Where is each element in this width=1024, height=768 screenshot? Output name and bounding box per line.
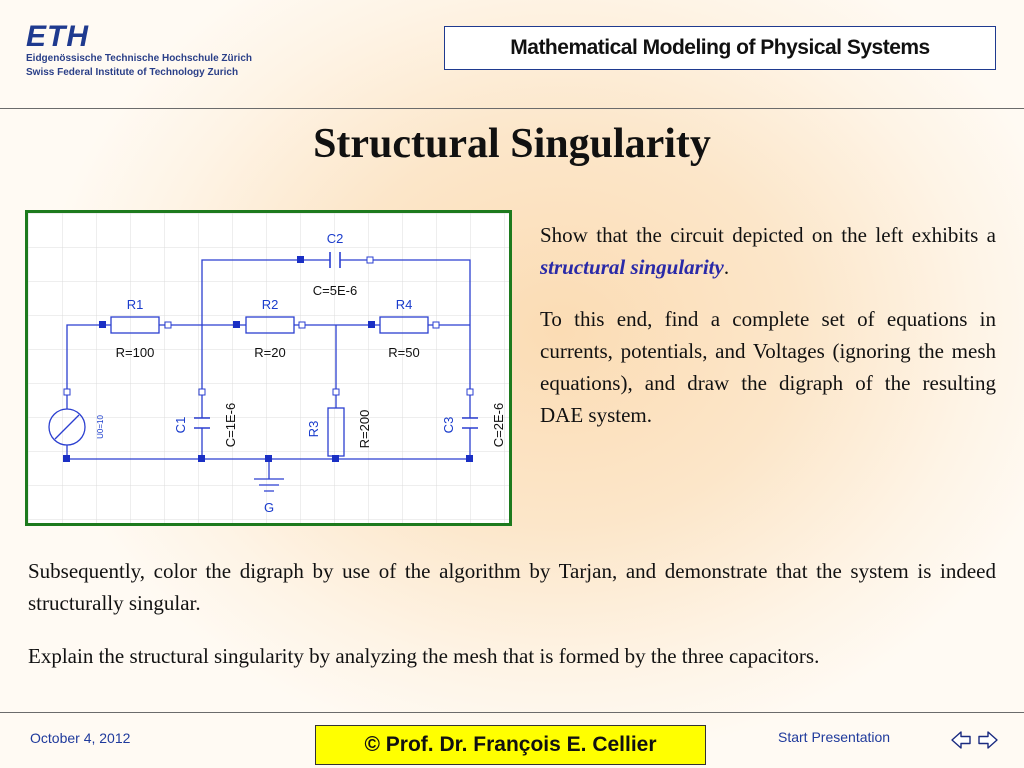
c2-value-label: C=5E-6	[312, 283, 358, 298]
paragraph-mesh: Explain the structural singularity by analyzing the mesh that is formed by the three capacitors.	[28, 644, 820, 668]
nav-back-button[interactable]	[950, 729, 972, 756]
c1-name-label: C1	[173, 416, 188, 434]
paragraph-task: To this end, find a complete set of equations in currents, potentials, and Voltages (ignoring the mesh equations), and draw the digraph of the resulting DAE system.	[540, 307, 996, 427]
header-divider	[0, 108, 1024, 109]
c3-name-label: C3	[441, 416, 456, 434]
course-title: Mathematical Modeling of Physical Systems	[444, 26, 996, 70]
start-presentation-link[interactable]: Start Presentation	[778, 729, 891, 745]
r2-value-label: R=20	[254, 345, 286, 360]
ground-name-label: G	[263, 500, 275, 515]
c1-value-label: C=1E-6	[223, 402, 238, 448]
r1-name-label: R1	[126, 297, 144, 312]
emphasis-structural-singularity: structural singularity	[540, 255, 724, 279]
eth-logo	[26, 22, 266, 80]
r4-name-label: R4	[395, 297, 413, 312]
paragraph-intro-text: Show that the circuit depicted on the left exhibits a	[540, 223, 996, 247]
u0-label: U0=10	[96, 415, 105, 439]
footer-date: October 4, 2012	[30, 730, 131, 746]
slide-title: Structural Singularity	[313, 121, 711, 167]
copyright-box: © Prof. Dr. François E. Cellier	[315, 725, 706, 765]
arrow-left-outline-icon	[950, 729, 972, 751]
footer-divider	[0, 712, 1024, 713]
r4-value-label: R=50	[388, 345, 420, 360]
r2-name-label: R2	[261, 297, 279, 312]
paragraph-tarjan: Subsequently, color the digraph by use of the algorithm by Tarjan, and demonstrate that the system is indeed structurally singular.	[28, 559, 996, 615]
r1-value-label: R=100	[115, 345, 155, 360]
eth-logo-line2: Swiss Federal Institute of Technology Zurich	[26, 67, 239, 78]
r3-name-label: R3	[306, 420, 321, 438]
eth-logo-line1: Eidgenössische Technische Hochschule Zürich	[26, 53, 252, 64]
c3-value-label: C=2E-6	[491, 402, 506, 448]
paragraph-intro-end: .	[723, 255, 730, 279]
circuit-diagram	[25, 210, 512, 526]
c2-name-label: C2	[326, 231, 344, 246]
arrow-right-outline-icon	[977, 729, 999, 751]
nav-forward-button[interactable]	[977, 729, 999, 756]
circuit-svg	[28, 213, 509, 523]
eth-logo-mark: ETH	[26, 20, 89, 53]
paragraph-intro	[540, 219, 996, 283]
r3-value-label: R=200	[357, 409, 372, 449]
